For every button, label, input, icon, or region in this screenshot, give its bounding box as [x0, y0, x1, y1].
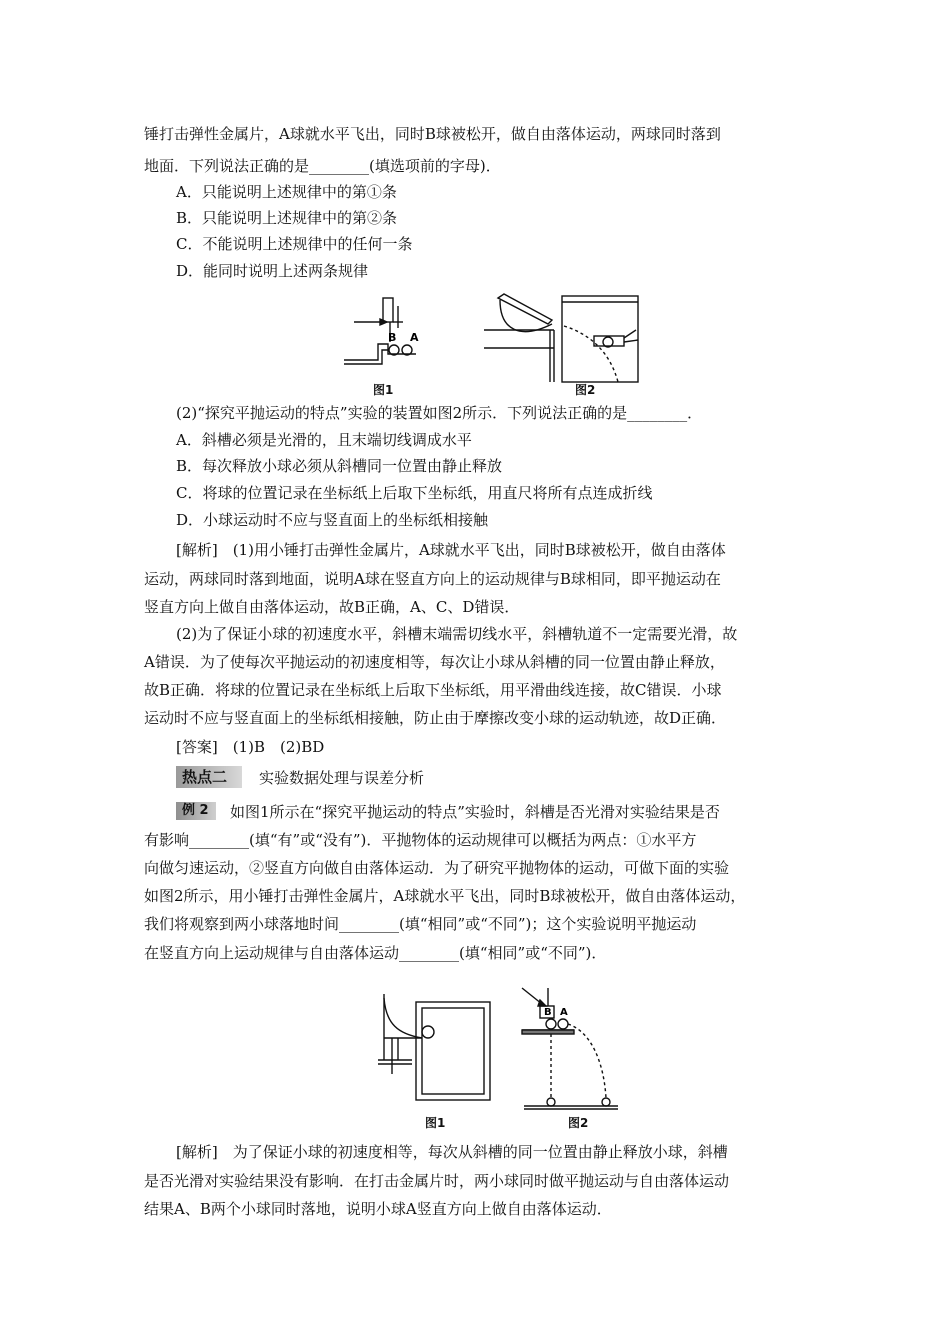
example2-line-3: 向做匀速运动，②竖直方向做自由落体运动．为了研究平抛物体的运动，可做下面的实验 [144, 859, 730, 877]
section-badge: 热点二 [176, 766, 242, 788]
section-title: 实验数据处理与误差分析 [259, 769, 425, 787]
bottom-fig2-label-b: B [544, 1007, 552, 1018]
bottom-figure-2-apparatus [514, 984, 624, 1114]
q2-option-d: D．小球运动时不应与竖直面上的坐标纸相接触 [176, 511, 489, 529]
q2-stem: (2)“探究平抛运动的特点”实验的装置如图2所示．下列说法正确的是________． [176, 404, 703, 422]
example2-line-2: 有影响________(填“有”或“没有”)．平抛物体的运动规律可以概括为两点：①水平方 [144, 831, 697, 849]
analysis2-line-1: [解析] 为了保证小球的初速度相等，每次从斜槽的同一位置由静止释放小球，斜槽 [176, 1143, 728, 1161]
analysis2-line-3: 结果A、B两个小球同时落地，说明小球A竖直方向上做自由落体运动． [144, 1200, 612, 1218]
q1-line-1: 锤打击弹性金属片，A球就水平飞出，同时B球被松开，做自由落体运动，两球同时落到 [144, 125, 721, 143]
analysis1-line-2: 运动，两球同时落到地面，说明A球在竖直方向上的运动规律与B球相同，即平抛运动在 [144, 570, 721, 588]
q1-option-b: B．只能说明上述规律中的第②条 [176, 209, 398, 227]
q1-line-2: 地面．下列说法正确的是________(填选项前的字母)． [144, 157, 501, 175]
example-badge: 例 2 [176, 802, 216, 820]
analysis1-line-1: [解析] (1)用小锤打击弹性金属片，A球就水平飞出，同时B球被松开，做自由落体 [176, 541, 726, 559]
analysis1-line-6: 故B正确．将球的位置记录在坐标纸上后取下坐标纸，用平滑曲线连接，故C错误．小球 [144, 681, 722, 699]
q1-option-c: C．不能说明上述规律中的任何一条 [176, 235, 413, 253]
analysis2-line-2: 是否光滑对实验结果没有影响．在打击金属片时，两小球同时做平抛运动与自由落体运动 [144, 1172, 730, 1190]
top-fig2-caption: 图2 [575, 383, 596, 397]
top-fig1-label-b: B [388, 331, 397, 344]
analysis1-line-3: 竖直方向上做自由落体运动，故B正确，A、C、D错误． [144, 598, 520, 616]
example2-line-4: 如图2所示，用小锤打击弹性金属片，A球就水平飞出，同时B球被松开，做自由落体运动， [144, 887, 746, 905]
example2-line-5: 我们将观察到两小球落地时间________(填“相同”或“不同”)；这个实验说明平抛运动 [144, 915, 697, 933]
q1-option-a: A．只能说明上述规律中的第①条 [176, 183, 397, 201]
top-fig1-label-a: A [410, 331, 419, 344]
example2-line-1: 如图1所示在“探究平抛运动的特点”实验时，斜槽是否光滑对实验结果是否 [230, 803, 720, 821]
top-fig1-caption: 图1 [373, 383, 394, 397]
top-figure-2-apparatus [480, 290, 650, 382]
example2-line-6: 在竖直方向上运动规律与自由落体运动________(填“相同”或“不同”)． [144, 944, 607, 962]
bottom-fig2-caption: 图2 [568, 1116, 589, 1130]
q2-option-c: C．将球的位置记录在坐标纸上后取下坐标纸，用直尺将所有点连成折线 [176, 484, 653, 502]
answer-1: [答案] (1)B (2)BD [176, 738, 325, 756]
analysis1-line-7: 运动时不应与竖直面上的坐标纸相接触，防止由于摩擦改变小球的运动轨迹，故D正确． [144, 709, 727, 727]
top-figure-1-apparatus [340, 292, 450, 374]
q1-option-d: D．能同时说明上述两条规律 [176, 262, 369, 280]
bottom-figure-1-apparatus [378, 990, 494, 1102]
analysis1-line-5: A错误．为了使每次平抛运动的初速度相等，每次让小球从斜槽的同一位置由静止释放， [144, 653, 725, 671]
bottom-fig1-caption: 图1 [425, 1116, 446, 1130]
q2-option-a: A．斜槽必须是光滑的，且末端切线调成水平 [176, 431, 472, 449]
analysis1-line-4: (2)为了保证小球的初速度水平，斜槽末端需切线水平，斜槽轨道不一定需要光滑，故 [176, 625, 738, 643]
bottom-fig2-label-a: A [560, 1007, 568, 1018]
q2-option-b: B．每次释放小球必须从斜槽同一位置由静止释放 [176, 457, 503, 475]
